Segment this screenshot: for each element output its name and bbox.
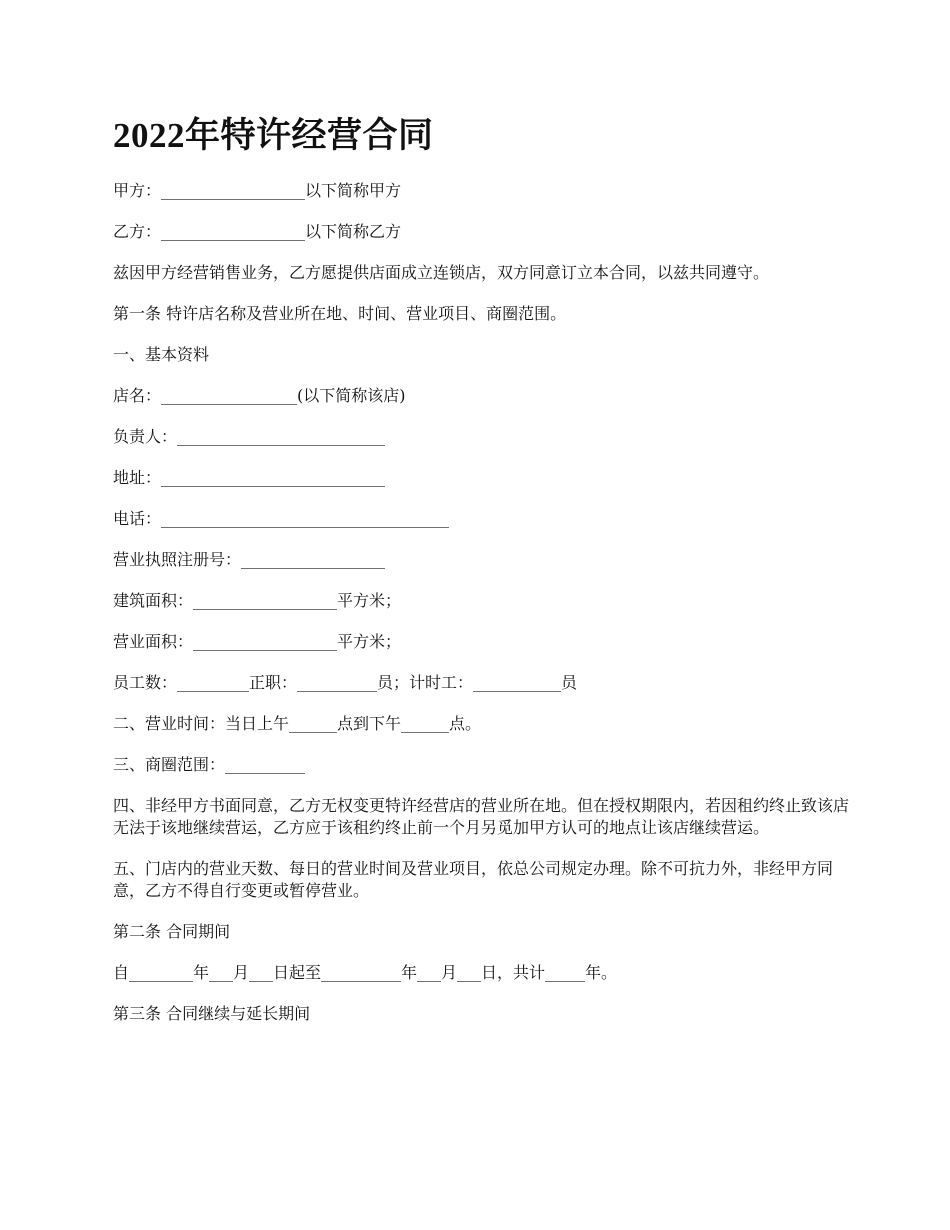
staff-count-line: 员工数：_________正职：__________员；计时工：___________员 — [113, 673, 578, 692]
clause-4-paragraph: 四、非经甲方书面同意，乙方无权变更特许经营店的营业所在地。但在授权期限内，若因租约终止致该店无法于该地继续营运，乙方应于该租约终止前一个月另觅加甲方认可的地点让该店继续营运。 — [113, 796, 850, 837]
article-1-heading: 第一条 特许店名称及营业所在地、时间、营业项目、商圈范围。 — [113, 304, 567, 323]
store-name-line: 店名：_________________(以下简称该店) — [113, 386, 406, 405]
trade-area-line: 三、商圈范围：__________ — [113, 755, 306, 774]
article-2-heading: 第二条 合同期间 — [113, 922, 231, 941]
business-hours-line: 二、营业时间：当日上午______点到下午______点。 — [113, 714, 482, 733]
clause-5-paragraph: 五、门店内的营业天数、每日的营业时间及营业项目，依总公司规定办理。除不可抗力外，非经甲方同意，乙方不得自行变更或暂停营业。 — [113, 859, 834, 900]
phone-line: 电话：____________________________________ — [113, 509, 450, 528]
business-license-line: 营业执照注册号：__________________ — [113, 550, 386, 569]
document-title: 2022年特许经营合同 — [113, 116, 434, 155]
section-basic-info-heading: 一、基本资料 — [113, 345, 210, 364]
manager-line: 负责人：__________________________ — [113, 427, 386, 446]
party-a-line: 甲方：__________________以下简称甲方 — [113, 181, 402, 200]
preamble-paragraph: 兹因甲方经营销售业务，乙方愿提供店面成立连锁店，双方同意订立本合同，以兹共同遵守。 — [113, 263, 770, 282]
article-3-heading: 第三条 合同继续与延长期间 — [113, 1004, 311, 1023]
contract-period-line: 自________年___月___日起至__________年___月___日，共计_____年。 — [113, 963, 618, 982]
address-line: 地址：____________________________ — [113, 468, 386, 487]
party-b-line: 乙方：__________________以下简称乙方 — [113, 222, 402, 241]
building-area-line: 建筑面积：__________________平方米； — [113, 591, 402, 610]
document-page — [113, 112, 853, 1044]
business-area-line: 营业面积：__________________平方米； — [113, 632, 402, 651]
